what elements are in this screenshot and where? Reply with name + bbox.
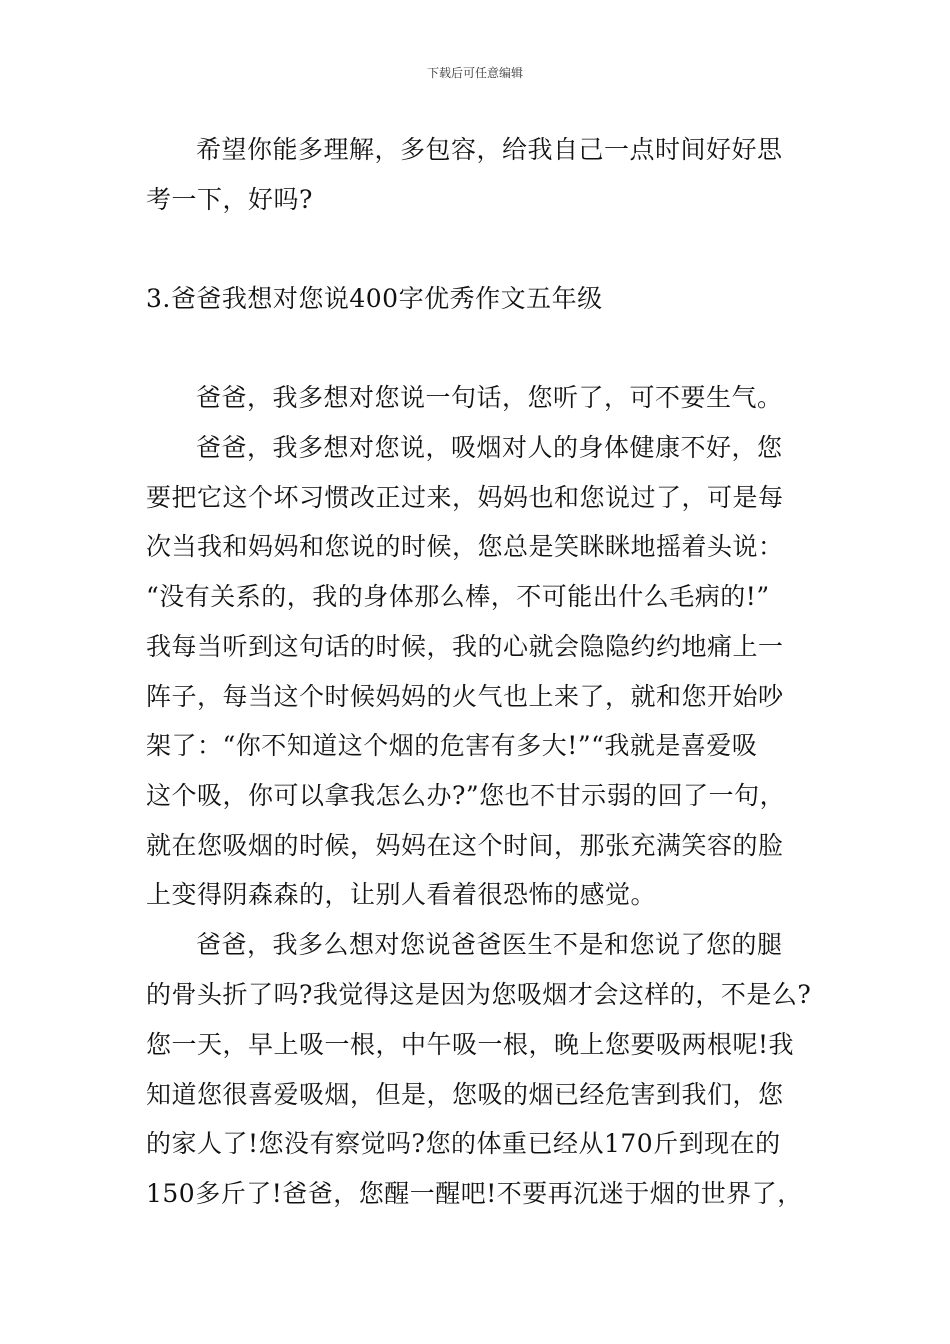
paragraph-line: 爸爸，我多想对您说，吸烟对人的身体健康不好，您 <box>196 433 783 462</box>
paragraph-line: 您一天，早上吸一根，中午吸一根，晚上您要吸两根呢!我 <box>146 1030 795 1059</box>
paragraph-line: 上变得阴森森的，让别人看着很恐怖的感觉。 <box>146 880 657 909</box>
paragraph-line: “没有关系的，我的身体那么棒，不可能出什么毛病的!” <box>146 582 770 611</box>
paragraph-line: 的家人了!您没有察觉吗?您的体重已经从170斤到现在的 <box>146 1129 781 1158</box>
paragraph-line: 就在您吸烟的时候，妈妈在这个时间，那张充满笑容的脸 <box>146 831 784 860</box>
paragraph-line: 爸爸，我多想对您说一句话，您听了，可不要生气。 <box>196 383 783 412</box>
paragraph-line: 爸爸，我多么想对您说爸爸医生不是和您说了您的腿 <box>196 930 783 959</box>
paragraph-line: 次当我和妈妈和您说的时候，您总是笑眯眯地摇着头说： <box>146 532 784 561</box>
paragraph-line: 知道您很喜爱吸烟，但是，您吸的烟已经危害到我们，您 <box>146 1080 784 1109</box>
paragraph-line: 架了：“你不知道这个烟的危害有多大!”“我就是喜爱吸 <box>146 731 758 760</box>
page-header-note: 下载后可任意编辑 <box>426 66 523 80</box>
paragraph-line: 考一下，好吗? <box>146 185 313 214</box>
paragraph-line: 要把它这个坏习惯改正过来，妈妈也和您说过了，可是每 <box>146 483 784 512</box>
paragraph-line: 这个吸，你可以拿我怎么办?”您也不甘示弱的回了一句， <box>146 781 786 810</box>
paragraph-line: 150多斤了!爸爸，您醒一醒吧!不要再沉迷于烟的世界了， <box>146 1179 803 1208</box>
paragraph-line: 的骨头折了吗?我觉得这是因为您吸烟才会这样的，不是么? <box>146 980 812 1009</box>
paragraph-line: 希望你能多理解，多包容，给我自己一点时间好好思 <box>196 135 783 164</box>
section-heading: 3.爸爸我想对您说400字优秀作文五年级 <box>146 284 603 313</box>
paragraph-line: 我每当听到这句话的时候，我的心就会隐隐约约地痛上一 <box>146 632 784 661</box>
paragraph-line: 阵子，每当这个时候妈妈的火气也上来了，就和您开始吵 <box>146 682 784 711</box>
